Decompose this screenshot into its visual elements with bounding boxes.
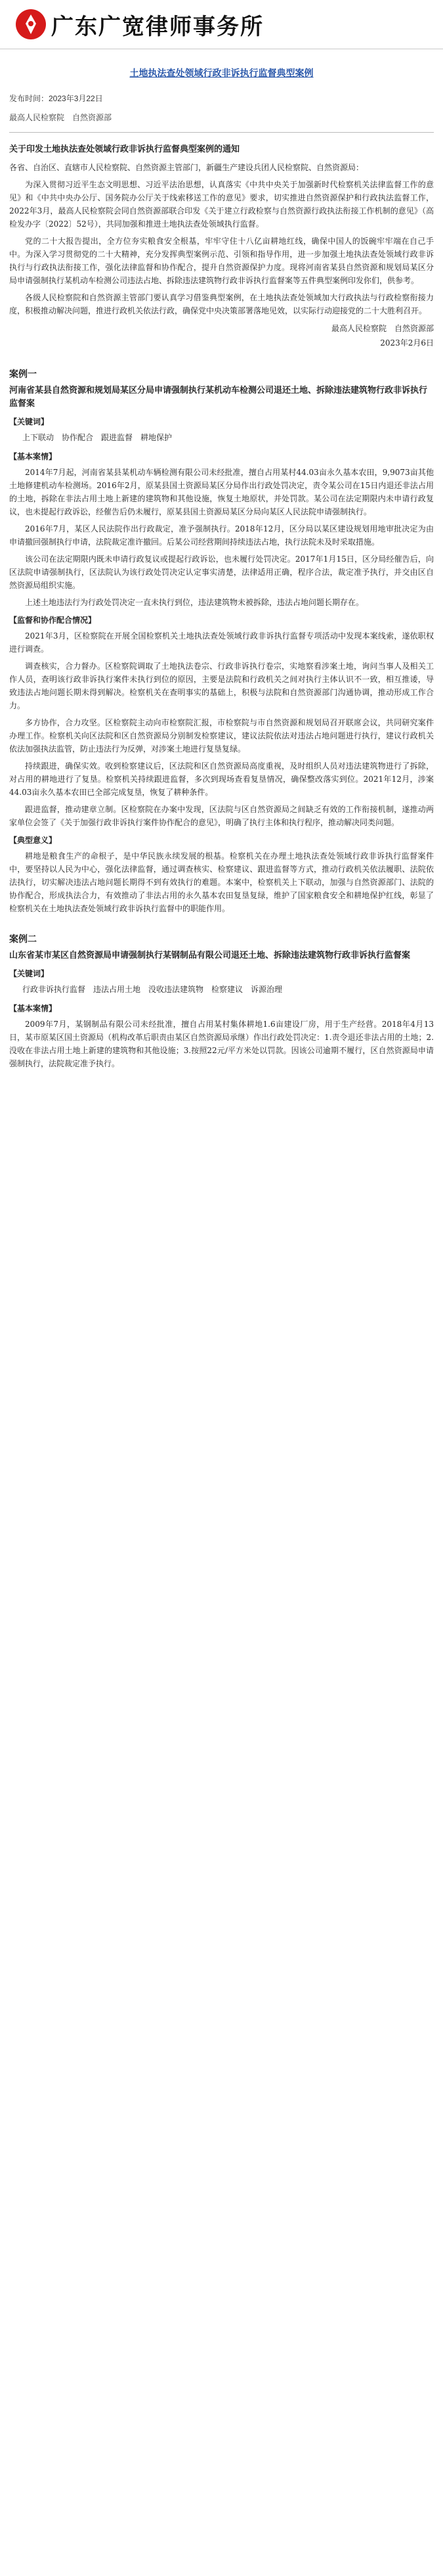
issuers: 最高人民检察院 自然资源部 <box>9 113 112 122</box>
notice-paragraph: 为深入贯彻习近平生态文明思想、习近平法治思想，认真落实《中共中央关于加强新时代检察机关法律监督工作的意见》和《中共中央办公厅、国务院办公厅关于线索移送工作的意见》要求，切实推进自然资源保护和行政执法监督工作，2022年3月，最高人民检察院会同自然资源部联合印发《关于建立行政检察与自然资源行政执法衔接工作机制的意见》（高检发办字〔2022〕52号），共同加强和推进土地执法查处领域执行监督。 <box>9 180 434 229</box>
firm-name: 广东广宽律师事务所 <box>51 13 264 40</box>
notice-paragraph: 党的二十大报告提出，全方位夯实粮食安全根基，牢牢守住十八亿亩耕地红线，确保中国人的饭碗牢牢端在自己手中。为深入学习贯彻党的二十大精神，充分发挥典型案例示范、引领和指导作用，进一步加强土地执法查处领域行政非诉执行与行政执法衔接工作，强化法律监督和协作配合，提升自然资源保护力度。现将河南省某县自然资源和规划局某区分局申请强制执行某机动车检测公司违法占地、拆除违法建筑物行政非诉执行监督案等五件典型案例印发你们，供参考。 <box>9 237 434 285</box>
case-keywords: 上下联动 协作配合 跟进监督 耕地保护 <box>22 433 173 442</box>
case-heading: 案例二 <box>9 934 37 945</box>
case-paragraph: 2016年7月，某区人民法院作出行政裁定，准予强制执行。2018年12月，区分局以某区建设规划用地审批决定为由申请撤回强制执行申请，法院裁定准许撤回。后某公司经营期间持续违法占地，执行法院未及时采取措施。 <box>9 524 434 547</box>
red-circle-logo-icon <box>16 9 46 39</box>
case-paragraph: 2009年7月，某钢制品有限公司未经批准，擅自占用某村集体耕地1.6亩建设厂房，用于生产经营。2018年4月13日，某市原某区国土资源局（机构改革后职责由某区自然资源局承继）作出行政处罚决定：1.责令退还非法占用的土地；2.没收在非法占用土地上新建的建筑物和其他设施；3.按照22元/平方米处以罚款。因该公司逾期不履行，区自然资源局申请强制执行，法院裁定准予执行。 <box>9 1020 434 1068</box>
case-title: 山东省某市某区自然资源局申请强制执行某钢制品有限公司退还土地、拆除违法建筑物行政非诉执行监督案 <box>9 951 411 960</box>
case-paragraph: 2021年3月，区检察院在开展全国检察机关土地执法查处领域行政非诉执行监督专项活动中发现本案线索，遂依职权进行调查。 <box>9 631 434 654</box>
divider <box>9 132 434 133</box>
section-heading: 【典型意义】 <box>9 836 57 845</box>
section-heading: 【关键词】 <box>9 969 49 978</box>
notice-date: 2023年2月6日 <box>380 338 434 348</box>
notice-addressee: 各省、自治区、直辖市人民检察院、自然资源主管部门，新疆生产建设兵团人民检察院、自然资源局： <box>9 163 364 172</box>
publish-date: 发布时间：2023年3月22日 <box>9 94 103 103</box>
notice-title: 关于印发土地执法查处领域行政非诉执行监督典型案例的通知 <box>9 145 240 154</box>
case-title: 河南省某县自然资源和规划局某区分局申请强制执行某机动车检测公司退还土地、拆除违法建筑物行政非诉执行监督案 <box>9 386 428 409</box>
site-header <box>0 0 443 49</box>
case-keywords: 行政非诉执行监督 违法占用土地 没收违法建筑物 检察建议 诉源治理 <box>22 985 283 994</box>
case-paragraph: 跟进监督，推动建章立制。区检察院在办案中发现，区法院与区自然资源局之间缺乏有效的工作衔接机制，遂推动两家单位会签了《关于加强行政非诉执行案件协作配合的意见》，明确了执行主体和执行程序，推动解决同类问题。 <box>9 805 434 827</box>
case-heading: 案例一 <box>9 369 37 380</box>
case-paragraph: 该公司在法定期限内既未申请行政复议或提起行政诉讼，也未履行处罚决定。2017年1月15日，区分局经催告后，向区法院申请强制执行，区法院认为该行政处罚决定认定事实清楚，法律适用正确，程序合法，裁定准予执行，并交由区自然资源局组织实施。 <box>9 554 434 590</box>
article-title-link[interactable]: 土地执法查处领域行政非诉执行监督典型案例 <box>129 68 314 79</box>
article-body <box>0 142 443 1070</box>
notice-signers: 最高人民检察院 自然资源部 <box>331 324 434 333</box>
case-paragraph: 耕地是粮食生产的命根子，是中华民族永续发展的根基。检察机关在办理土地执法查处领域行政非诉执行监督案件中，要坚持以人民为中心，强化法律监督，通过调查核实、检察建议、跟进监督等方式，推动行政机关依法履职、法院依法执行，切实解决违法占地问题长期得不到有效执行的难题。本案中，检察机关上下联动，加强与自然资源部门、法院的协作配合，形成执法合力，有效推动了非法占用的永久基本农田复垦复绿，维护了国家粮食安全和耕地保护红线，彰显了检察机关在土地执法查处领域行政非诉执行监督中的职能作用。 <box>9 851 434 913</box>
section-heading: 【监督和协作配合情况】 <box>9 616 96 625</box>
section-heading: 【关键词】 <box>9 417 49 426</box>
case-paragraph: 上述土地违法行为行政处罚决定一直未执行到位，违法建筑物未被拆除，违法占地问题长期存在。 <box>25 598 364 607</box>
notice-paragraph: 各级人民检察院和自然资源主管部门要认真学习借鉴典型案例，在土地执法查处领域加大行政执法与行政检察衔接力度，积极推动解决问题，推进行政机关依法行政，确保党中央决策部署落地见效，以实际行动迎接党的二十大胜利召开。 <box>9 293 434 315</box>
article-meta <box>0 93 443 123</box>
section-heading: 【基本案情】 <box>9 452 57 461</box>
case-paragraph: 多方协作，合力攻坚。区检察院主动向市检察院汇报，市检察院与市自然资源和规划局召开联席会议，共同研究案件办理工作。检察机关向区法院和区自然资源局分别制发检察建议，建议法院依法对违法占地问题进行执行，建议行政机关依法加强执法监管，防止违法行为反弹，对涉案土地进行复垦复绿。 <box>9 718 434 754</box>
case-paragraph: 持续跟进，确保实效。收到检察建议后，区法院和区自然资源局高度重视，及时组织人员对违法建筑物进行了拆除，对占用的耕地进行了复垦。检察机关持续跟进监督，多次到现场查看复垦情况，确保整改落实到位。2021年12月，涉案44.03亩永久基本农田已全部完成复垦，恢复了耕种条件。 <box>9 761 434 797</box>
section-heading: 【基本案情】 <box>9 1004 57 1013</box>
case-paragraph: 调查核实，合力督办。区检察院调取了土地执法卷宗、行政非诉执行卷宗，实地察看涉案土地，询问当事人及相关工作人员，查明该行政非诉执行案件未执行到位的原因，主要是法院和行政机关之间对执行主体认识不一致，相互推诿，导致违法占地问题长期未得到解决。检察机关在查明事实的基础上，积极与法院和自然资源部门沟通协调，推动形成工作合力。 <box>9 662 434 710</box>
case-paragraph: 2014年7月起，河南省某县某机动车辆检测有限公司未经批准，擅自占用某村44.03亩永久基本农田，9,9073亩其他土地修建机动车检测场。2016年2月，原某县国土资源局某区分局作出行政处罚决定，责令某公司在15日内退还非法占用的土地，拆除在非法占用土地上新建的建筑物和其他设施，恢复土地原状，并处罚款。某公司在法定期限内未申请行政复议，也未提起行政诉讼，经催告后仍未履行，原某县国土资源局某区分局向某区人民法院申请强制执行。 <box>9 468 434 516</box>
